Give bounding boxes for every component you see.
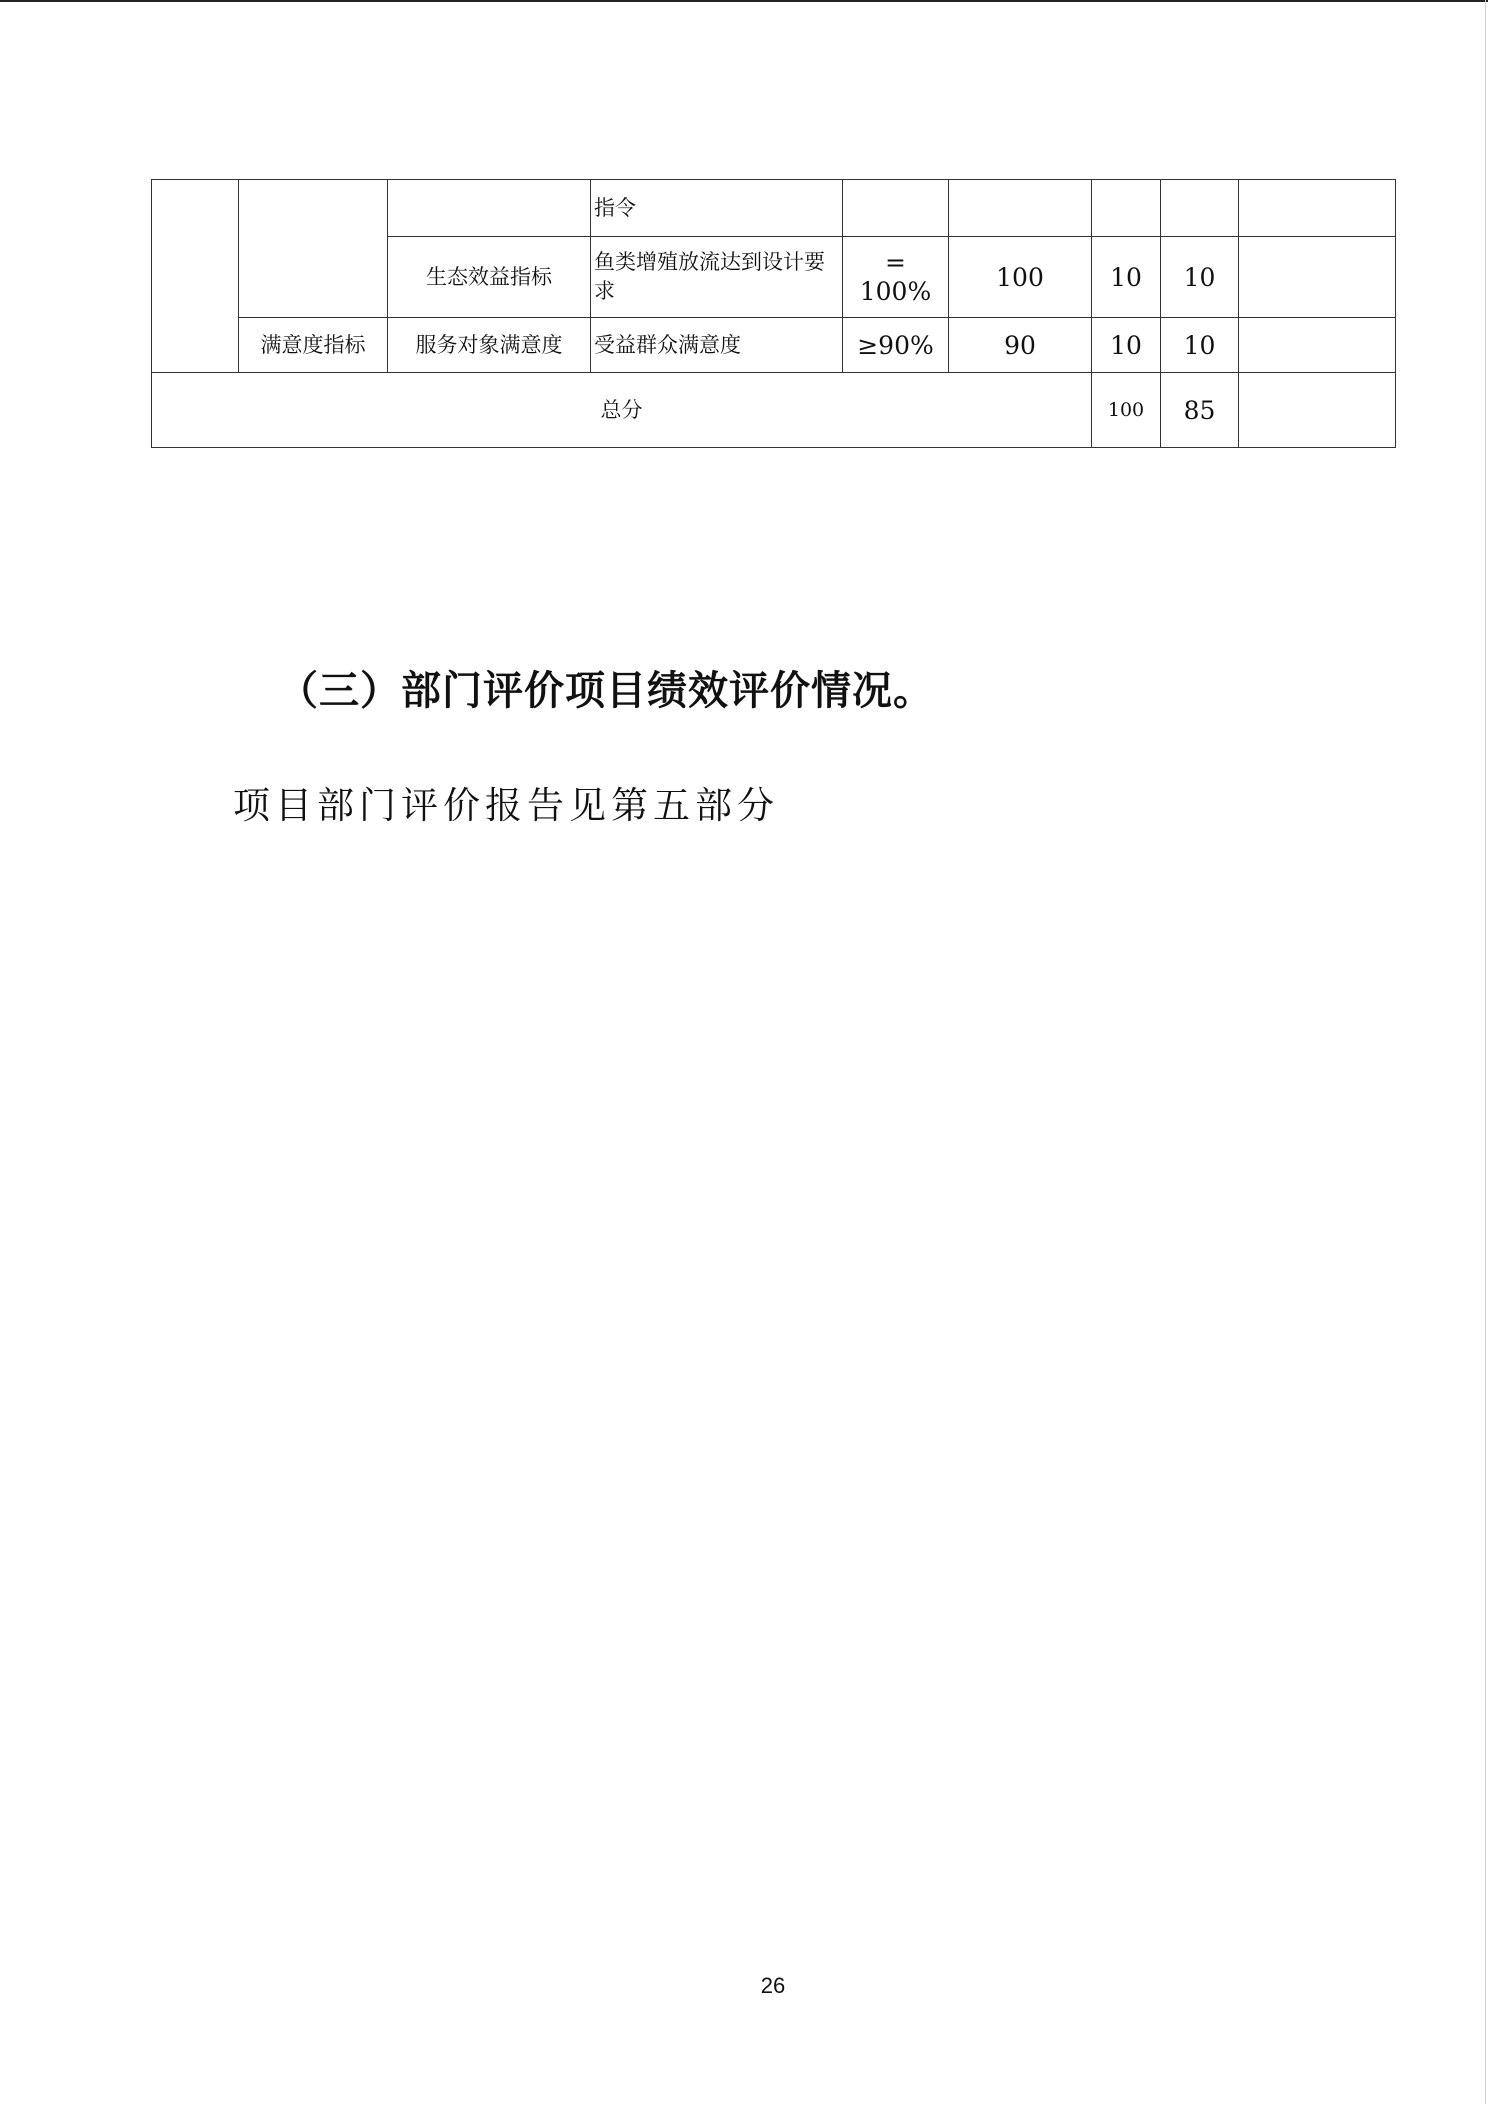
target-value-cell [843,180,949,237]
page-number: 26 [760,1973,786,1998]
weight-cell: 10 [1092,237,1161,318]
table-row [152,318,1396,373]
target-value-cell: = 100% [843,237,949,318]
level3-indicator-cell: 服务对象满意度 [388,318,591,373]
weight-cell: 10 [1092,318,1161,373]
target-value-cell: ≥90% [843,318,949,373]
performance-table [151,179,1396,448]
total-label-cell: 总分 [152,373,1092,448]
score-cell: 10 [1161,318,1239,373]
total-remark-cell [1239,373,1396,448]
total-score-cell: 85 [1161,373,1239,448]
section-heading: （三）部门评价项目绩效评价情况。 [278,668,934,714]
remark-cell [1239,180,1396,237]
indicator-cell: 鱼类增殖放流达到设计要求 [591,237,843,318]
level2-indicator-cell [239,180,388,318]
indicator-cell: 受益群众满意度 [591,318,843,373]
remark-cell [1239,237,1396,318]
level1-indicator-cell [152,180,239,373]
score-cell: 10 [1161,237,1239,318]
remark-cell [1239,318,1396,373]
total-row [152,373,1396,448]
indicator-cell: 指令 [591,180,843,237]
page-top-border [0,0,1488,2]
level2-indicator-cell: 满意度指标 [239,318,388,373]
section-body-text: 项目部门评价报告见第五部分 [233,784,779,827]
weight-cell [1092,180,1161,237]
actual-value-cell [949,180,1092,237]
total-weight-cell: 100 [1092,373,1161,448]
level3-indicator-cell [388,180,591,237]
table-row [152,180,1396,237]
score-cell [1161,180,1239,237]
actual-value-cell: 100 [949,237,1092,318]
actual-value-cell: 90 [949,318,1092,373]
page-right-border [1485,0,1486,2104]
level3-indicator-cell: 生态效益指标 [388,237,591,318]
